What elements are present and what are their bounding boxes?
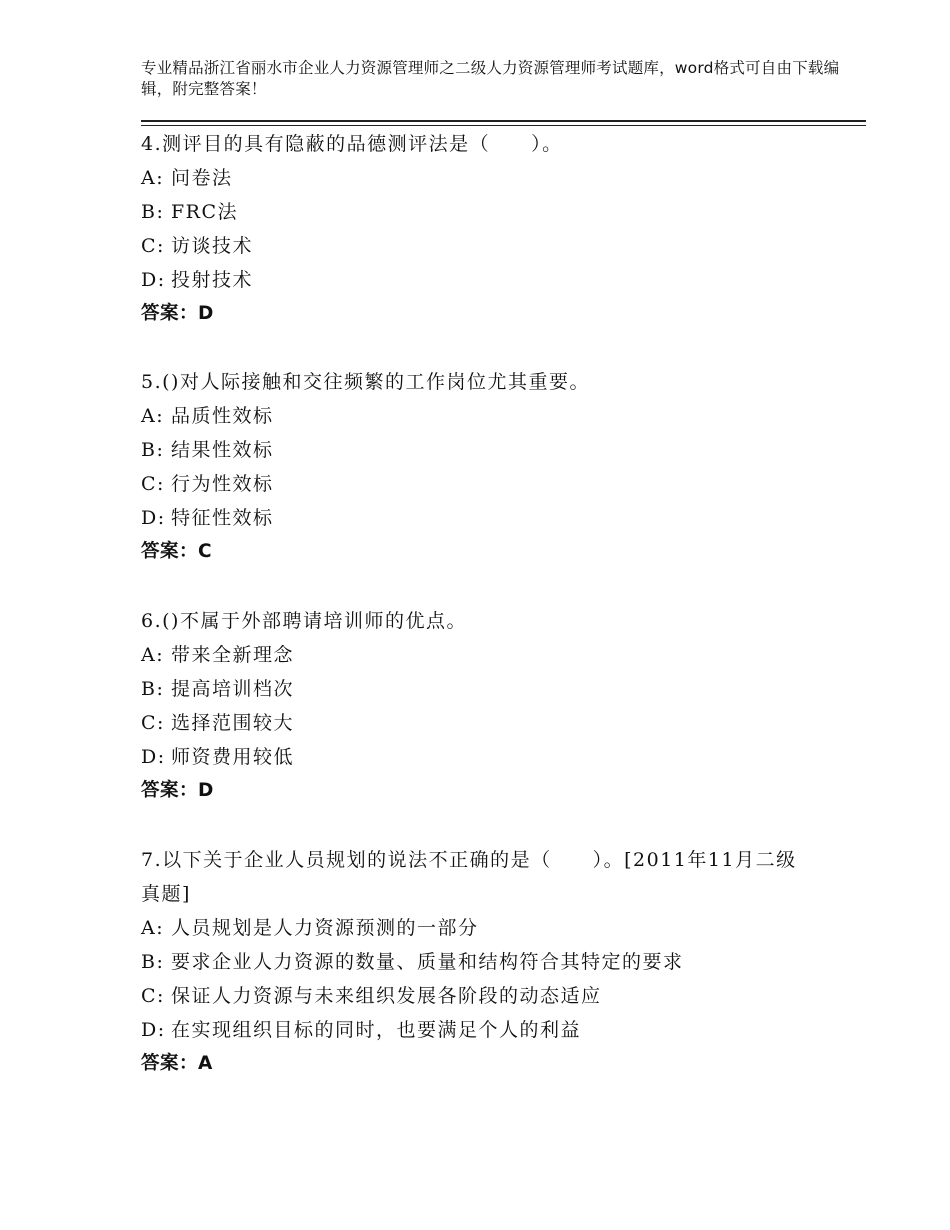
option-b <box>141 672 831 706</box>
option-b <box>141 945 801 979</box>
option-c <box>141 467 831 501</box>
option-key: B: <box>141 951 165 973</box>
option-text: 带来全新理念 <box>171 644 295 666</box>
question-block <box>141 127 831 331</box>
document-header: 专业精品浙江省丽水市企业人力资源管理师之二级人力资源管理师考试题库，word格式可自由下载编辑，附完整答案！ <box>141 59 840 98</box>
option-text: 要求企业人力资源的数量、质量和结构符合其特定的要求 <box>171 951 684 973</box>
option-key: C: <box>141 985 165 1007</box>
option-key: C: <box>141 235 165 257</box>
option-d <box>141 1013 801 1047</box>
option-a <box>141 911 801 945</box>
option-d <box>141 501 831 535</box>
answer-line: 答案：D <box>141 780 214 801</box>
option-text: 品质性效标 <box>171 405 274 427</box>
option-d <box>141 263 831 297</box>
option-key: A: <box>141 405 165 427</box>
header-rule-thin <box>141 125 866 126</box>
question-stem: 6.()不属于外部聘请培训师的优点。 <box>141 610 467 632</box>
option-text: FRC法 <box>171 201 239 223</box>
option-text: 问卷法 <box>171 167 233 189</box>
question-block <box>141 604 831 808</box>
option-c <box>141 979 801 1013</box>
option-text: 保证人力资源与未来组织发展各阶段的动态适应 <box>171 985 602 1007</box>
question-stem: 7.以下关于企业人员规划的说法不正确的是（ ）。[2011年11月二级真题] <box>141 849 797 905</box>
option-text: 行为性效标 <box>171 473 274 495</box>
option-key: C: <box>141 712 165 734</box>
answer-line: 答案：D <box>141 303 214 324</box>
option-b <box>141 433 831 467</box>
option-text: 师资费用较低 <box>171 746 295 768</box>
option-key: D: <box>141 1019 166 1041</box>
answer-line: 答案：A <box>141 1053 213 1074</box>
option-key: A: <box>141 644 165 666</box>
question-block <box>141 843 801 1081</box>
option-text: 投射技术 <box>171 269 254 291</box>
option-key: D: <box>141 269 166 291</box>
option-text: 在实现组织目标的同时，也要满足个人的利益 <box>171 1019 582 1041</box>
option-key: B: <box>141 678 165 700</box>
option-c <box>141 229 831 263</box>
option-text: 提高培训档次 <box>171 678 295 700</box>
option-a <box>141 399 831 433</box>
option-key: C: <box>141 473 165 495</box>
option-a <box>141 161 831 195</box>
option-key: B: <box>141 439 165 461</box>
option-c <box>141 706 831 740</box>
option-text: 特征性效标 <box>171 507 274 529</box>
header-rule-thick <box>141 120 866 122</box>
option-text: 选择范围较大 <box>171 712 295 734</box>
option-key: A: <box>141 917 165 939</box>
option-key: B: <box>141 201 165 223</box>
option-key: D: <box>141 746 166 768</box>
option-d <box>141 740 831 774</box>
question-block <box>141 365 831 569</box>
answer-line: 答案：C <box>141 541 213 562</box>
option-b <box>141 195 831 229</box>
option-text: 访谈技术 <box>171 235 254 257</box>
option-key: A: <box>141 167 165 189</box>
option-text: 人员规划是人力资源预测的一部分 <box>171 917 479 939</box>
option-key: D: <box>141 507 166 529</box>
option-text: 结果性效标 <box>171 439 274 461</box>
question-stem: 5.()对人际接触和交往频繁的工作岗位尤其重要。 <box>141 371 590 393</box>
option-a <box>141 638 831 672</box>
question-stem: 4.测评目的具有隐蔽的品德测评法是（ ）。 <box>141 133 563 155</box>
